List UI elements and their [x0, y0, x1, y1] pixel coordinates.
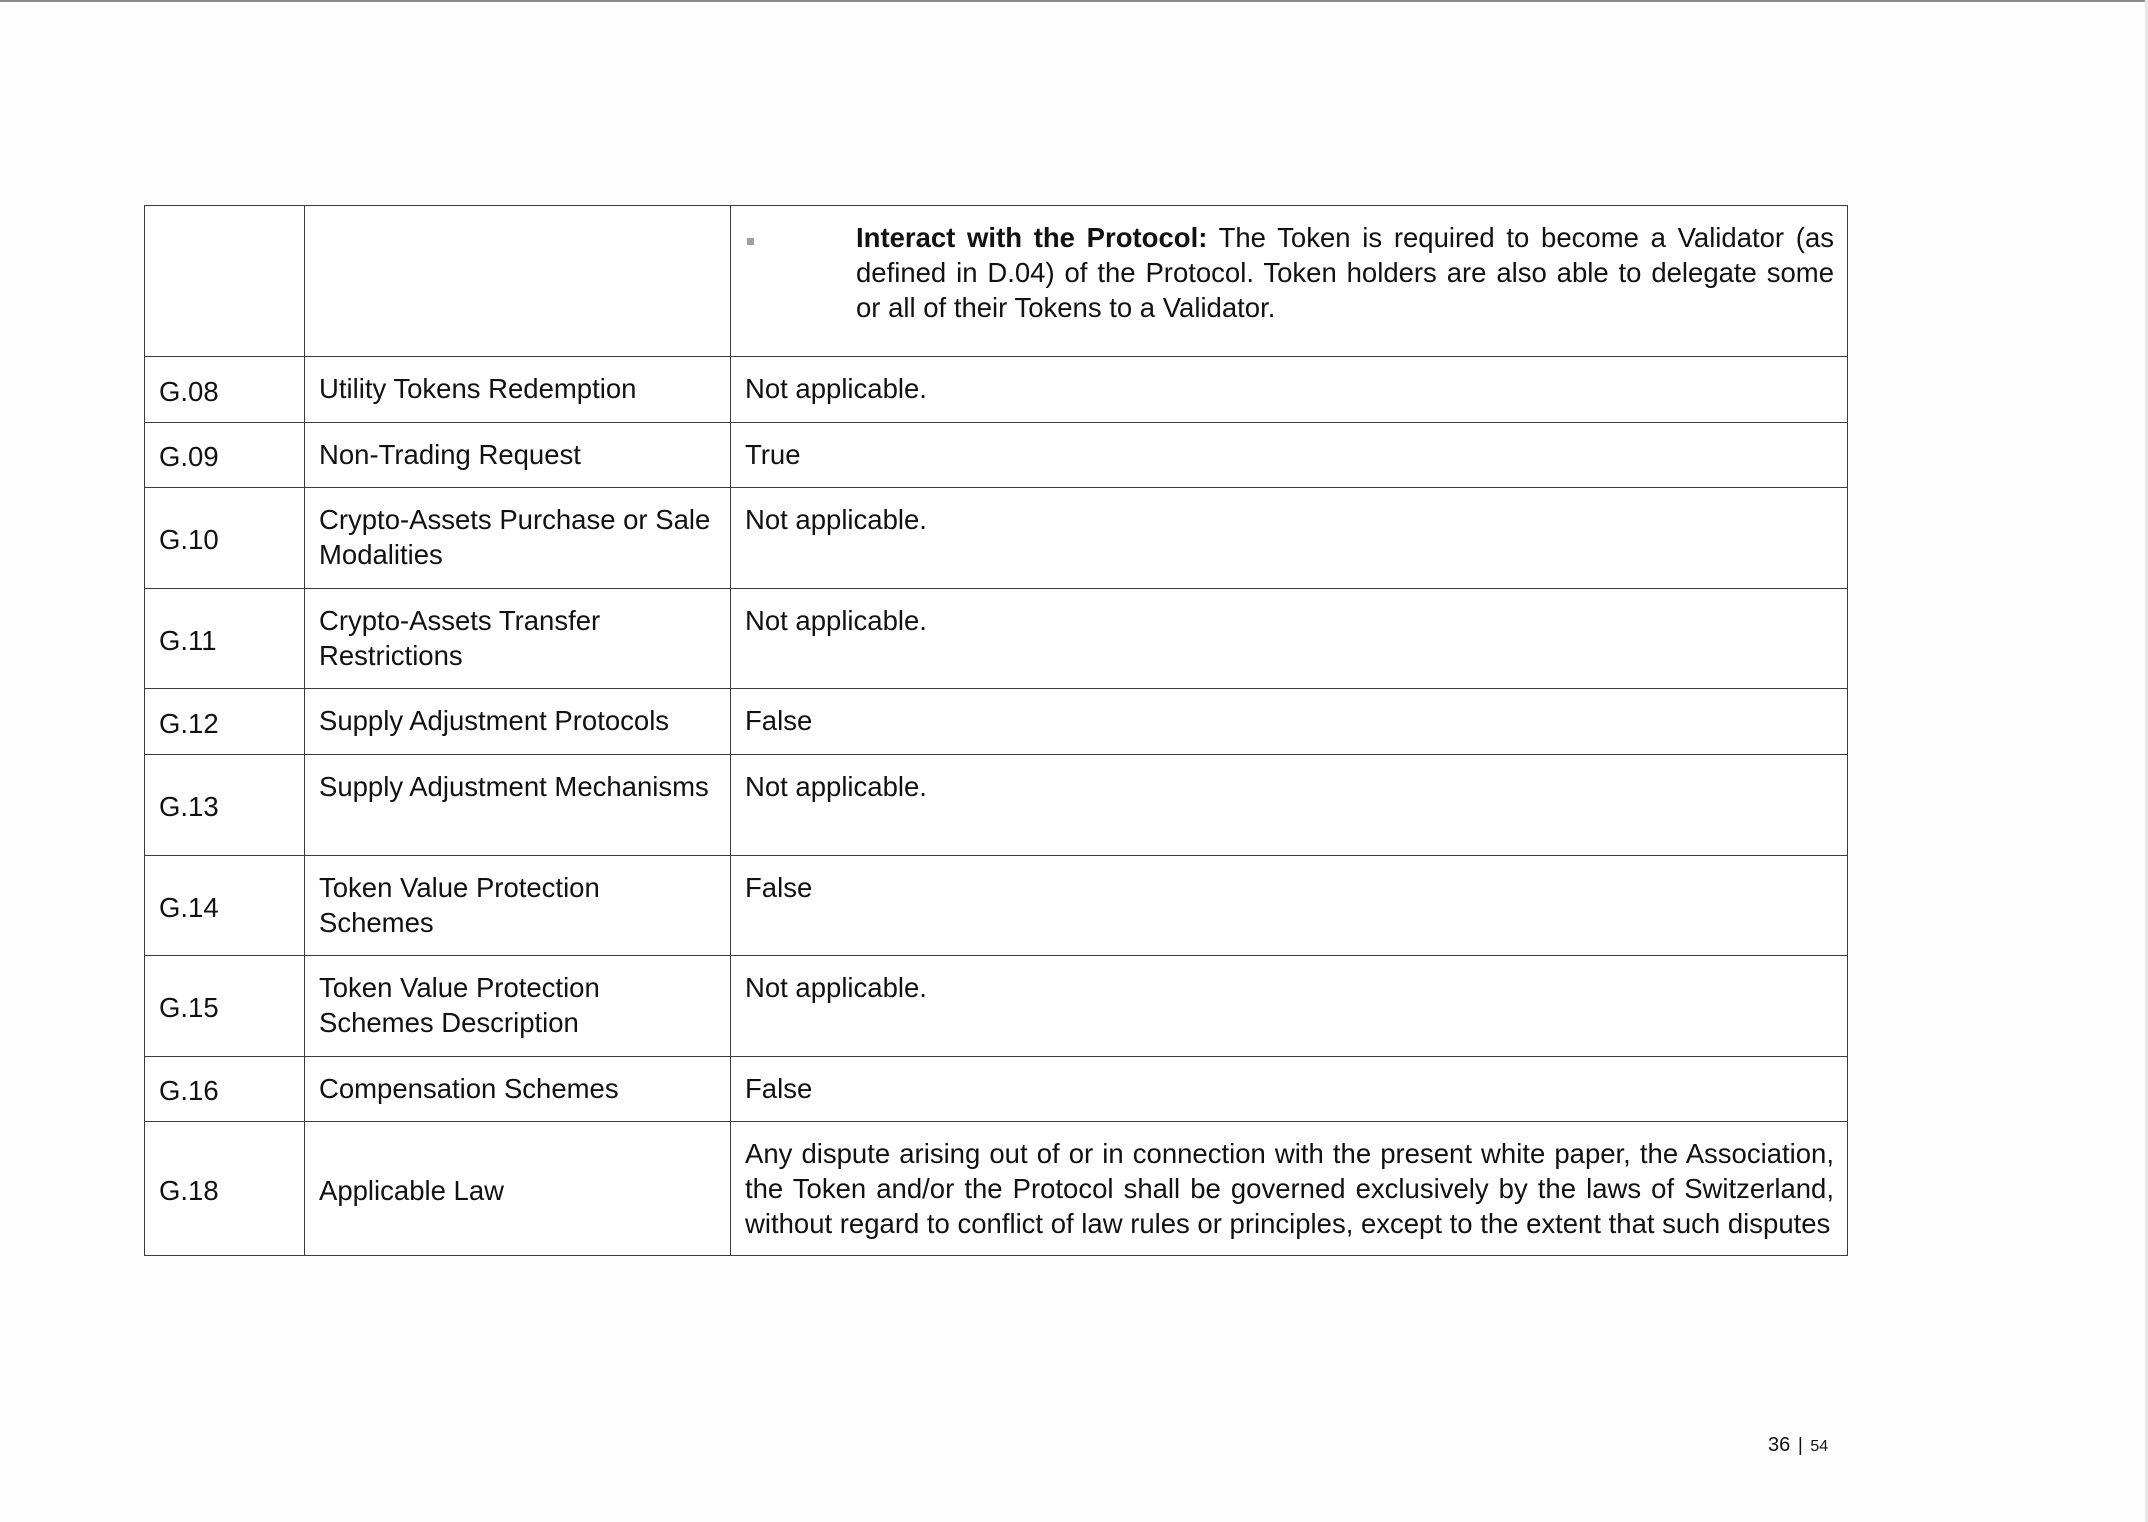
- row-field: Crypto-Assets Transfer Restrictions: [305, 589, 731, 689]
- row-value: False: [731, 1057, 1848, 1122]
- table-row: [145, 755, 1848, 856]
- row-code: G.13: [145, 755, 305, 856]
- row-field: Applicable Law: [305, 1122, 731, 1256]
- row-field: Compensation Schemes: [305, 1057, 731, 1122]
- table-row: [145, 423, 1848, 488]
- page-total: 54: [1810, 1438, 1829, 1455]
- bullet-text: [856, 220, 1834, 325]
- table-row: [145, 689, 1848, 755]
- row-value: Not applicable.: [731, 589, 1848, 689]
- code-cell-empty: [145, 206, 305, 357]
- table-row: [145, 1122, 1848, 1256]
- row-value: Not applicable.: [731, 488, 1848, 589]
- row-code: G.12: [145, 689, 305, 755]
- row-value: True: [731, 423, 1848, 488]
- row-value: False: [731, 689, 1848, 755]
- row-field: Utility Tokens Redemption: [305, 357, 731, 423]
- table-row: [145, 357, 1848, 423]
- row-code: G.18: [145, 1122, 305, 1256]
- row-field: Supply Adjustment Mechanisms: [305, 755, 731, 856]
- page-number: [1768, 1434, 1828, 1457]
- row-field: Supply Adjustment Protocols: [305, 689, 731, 755]
- row-value: Any dispute arising out of or in connection with the present white paper, the Association, the Token and/or the Protocol shall be governed exclusively by the laws of Switzerland, without regard to conflict of law rules or principles, except to the extent that such disputes: [731, 1122, 1848, 1256]
- bullet-heading: Interact with the Protocol:: [856, 222, 1208, 253]
- square-bullet-icon: [747, 238, 754, 245]
- row-value: False: [731, 856, 1848, 956]
- row-field: Token Value Protection Schemes Description: [305, 956, 731, 1057]
- row-value: Not applicable.: [731, 956, 1848, 1057]
- row-field: Crypto-Assets Purchase or Sale Modalities: [305, 488, 731, 589]
- table-row-continuation: [145, 206, 1848, 357]
- bullet-body: The Token is required to become a Validator (as defined in D.04) of the Protocol. Token holders are also able to delegate some or all of their Tokens to a Validator.: [856, 222, 1834, 323]
- table-row: [145, 1057, 1848, 1122]
- row-value: Not applicable.: [731, 755, 1848, 856]
- page-top-border: [0, 0, 2148, 2]
- bullet-item: [745, 220, 1834, 325]
- row-code: G.10: [145, 488, 305, 589]
- row-code: G.15: [145, 956, 305, 1057]
- row-value: Not applicable.: [731, 357, 1848, 423]
- row-field: Non-Trading Request: [305, 423, 731, 488]
- row-code: G.14: [145, 856, 305, 956]
- table-row: [145, 488, 1848, 589]
- row-code: G.09: [145, 423, 305, 488]
- value-cell-bullet: [731, 206, 1848, 357]
- row-code: G.11: [145, 589, 305, 689]
- row-field: Token Value Protection Schemes: [305, 856, 731, 956]
- page-separator: |: [1797, 1435, 1803, 1456]
- row-code: G.08: [145, 357, 305, 423]
- table-row: [145, 589, 1848, 689]
- table-row: [145, 956, 1848, 1057]
- row-code: G.16: [145, 1057, 305, 1122]
- field-cell-empty: [305, 206, 731, 357]
- page-current: 36: [1768, 1434, 1791, 1456]
- table-row: [145, 856, 1848, 956]
- white-paper-table: [144, 205, 1848, 1256]
